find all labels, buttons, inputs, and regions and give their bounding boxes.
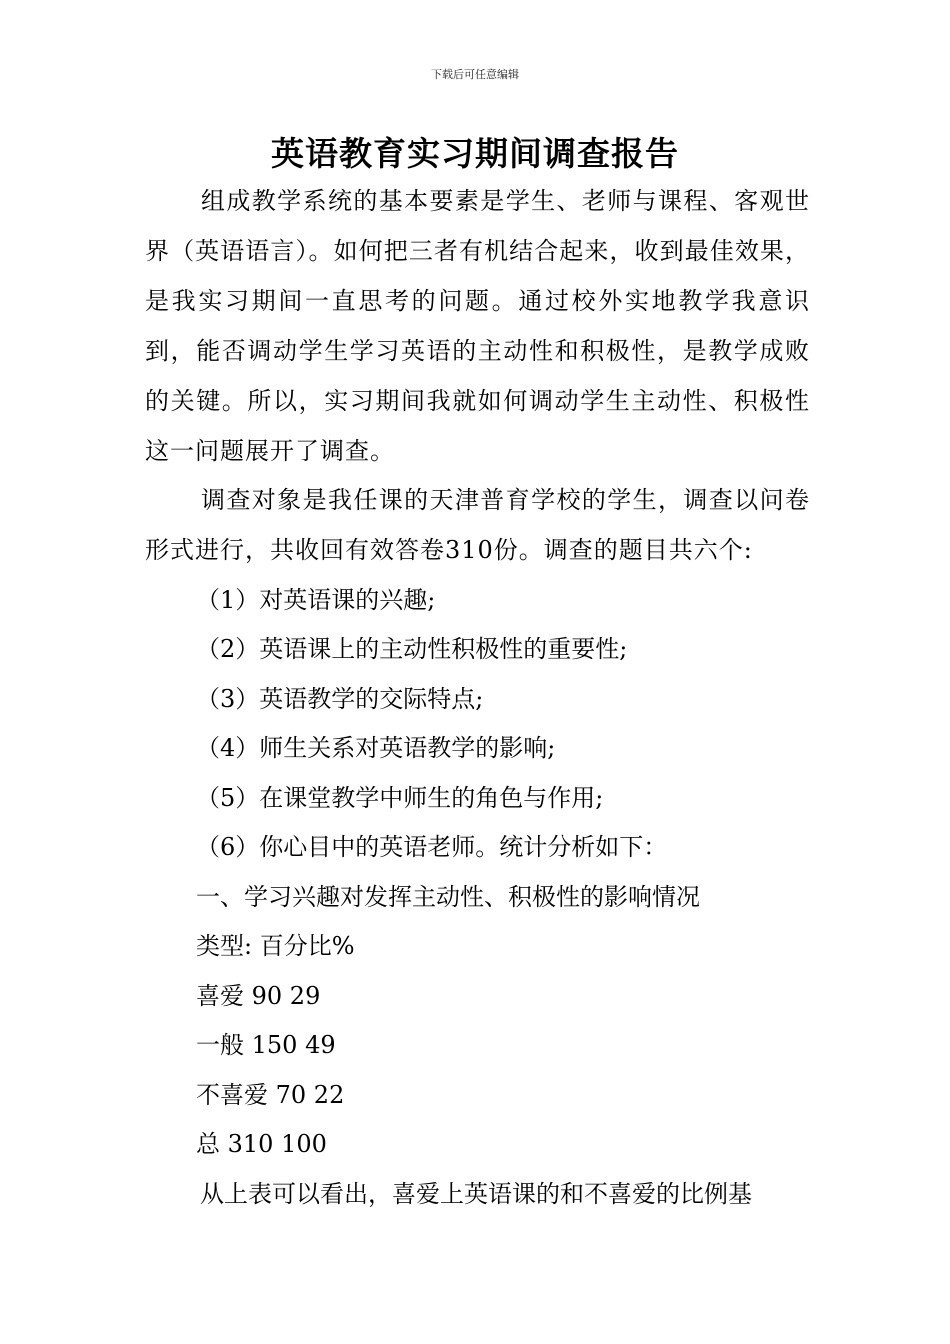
header-note: 下载后可任意编辑 [431, 68, 519, 81]
document-title: 英语教育实习期间调查报告 [271, 134, 679, 173]
table-header: 类型: 百分比% [196, 932, 355, 960]
paragraph-survey: 调查对象是我任课的天津普育学校的学生，调查以问卷形式进行，共收回有效答卷310份。调查的题目共六个: [145, 486, 810, 564]
section-heading: 一、学习兴趣对发挥主动性、积极性的影响情况 [196, 883, 700, 911]
table-row: 不喜爱 70 22 [196, 1081, 345, 1109]
question-item: （3）英语教学的交际特点; [196, 685, 484, 713]
question-item: （1）对英语课的兴趣; [196, 586, 436, 614]
paragraph-intro: 组成教学系统的基本要素是学生、老师与课程、客观世界（英语语言）。如何把三者有机结合起来，收到最佳效果，是我实习期间一直思考的问题。通过校外实地教学我意识到，能否调动学生学习英语的主动性和积极性，是教学成败的关键。所以，实习期间我就如何调动学生主动性、积极性这一问题展开了调查。 [145, 187, 810, 465]
question-item: （6）你心目中的英语老师。统计分析如下： [196, 833, 668, 861]
closing-line: 从上表可以看出，喜爱上英语课的和不喜爱的比例基 [200, 1180, 752, 1208]
question-item: （2）英语课上的主动性积极性的重要性; [196, 635, 628, 663]
table-row: 喜爱 90 29 [196, 982, 321, 1010]
table-row: 总 310 100 [196, 1130, 327, 1158]
question-item: （5）在课堂教学中师生的角色与作用; [196, 784, 604, 812]
question-item: （4）师生关系对英语教学的影响; [196, 734, 556, 762]
table-row: 一般 150 49 [196, 1031, 336, 1059]
